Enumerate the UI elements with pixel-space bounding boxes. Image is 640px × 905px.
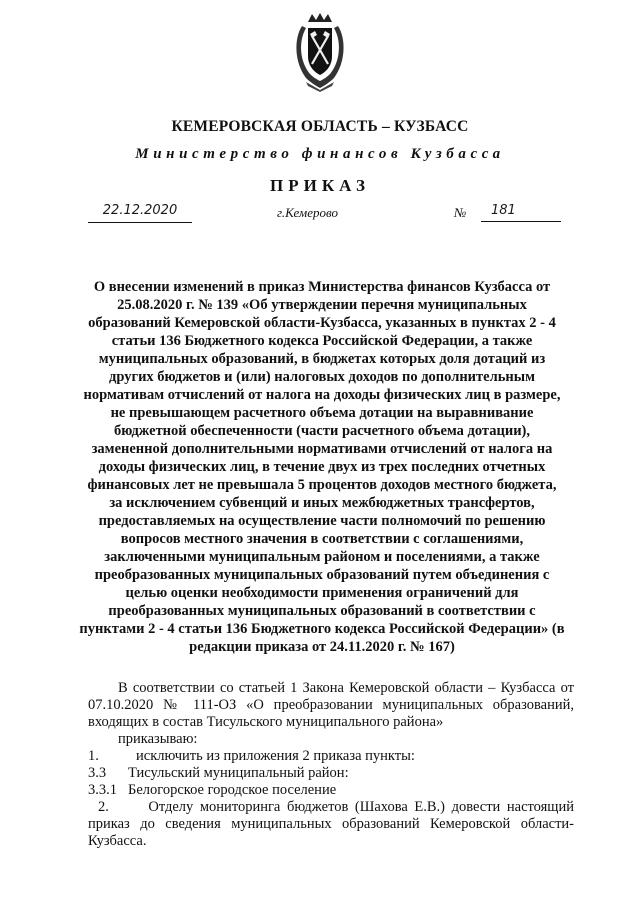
item-number: 3.3: [88, 765, 107, 781]
title-line: редакции приказа от 24.11.2020 г. № 167): [189, 639, 455, 655]
item-2-paragraph: [88, 799, 574, 850]
ministry-name: Министерство финансов Кузбасса: [135, 146, 505, 162]
order-date: 22.12.2020: [88, 202, 192, 223]
order-body: [88, 680, 574, 850]
order-number-prefix: №: [454, 205, 467, 220]
title-line: за исключением субвенций и иных межбюджетных трансфертов,: [109, 495, 535, 511]
item-text: Белогорское городское поселение: [128, 782, 337, 798]
title-line: не превышающем расчетного объема дотации на выравнивание: [110, 405, 534, 421]
order-city: г.Кемерово: [277, 205, 338, 220]
title-line: предоставляемых на осуществление части полномочий по решению: [98, 513, 546, 529]
region-title: КЕМЕРОВСКАЯ ОБЛАСТЬ – КУЗБАСС: [171, 118, 469, 135]
title-line: замененной дополнительными нормативами отчислений от налога на: [91, 441, 553, 457]
title-line: образований Кемеровской области-Кузбасса, указанных в пунктах 2 - 4: [88, 315, 556, 331]
order-word: приказываю:: [118, 731, 198, 747]
title-line: О внесении изменений в приказ Министерства финансов Кузбасса от: [93, 279, 551, 295]
title-line: бюджетной обеспеченности (части расчетного объема дотации),: [113, 423, 531, 439]
title-line: нормативам отчислений от налога на доходы физических лиц в размере,: [83, 387, 561, 403]
title-line: финансовых лет не превышала 5 процентов доходов местного бюджета,: [87, 477, 557, 493]
list-item: [88, 765, 574, 782]
item-text: Тисульский муниципальный район:: [128, 765, 349, 781]
title-line: преобразованных муниципальных образований путем объединения с: [94, 567, 550, 583]
title-line: вопросов местного значения в соответствии с соглашениями,: [120, 531, 524, 547]
title-line: целью оценки необходимости применения ограничений для: [125, 585, 519, 601]
order-number: 181: [481, 202, 561, 222]
title-line: муниципальных образований, в бюджетах которых доля дотаций из: [98, 351, 546, 367]
title-line: преобразованных муниципальных образований в соответствии с: [108, 603, 536, 619]
title-line: других бюджетов и (или) налоговых доходов по дополнительным: [109, 369, 535, 385]
list-item: [88, 782, 574, 799]
order-title: [72, 278, 572, 656]
item-number: 1.: [88, 748, 99, 764]
item-text: исключить из приложения 2 приказа пункты:: [136, 748, 415, 764]
list-item: [88, 748, 574, 765]
title-line: пунктами 2 - 4 статьи 136 Бюджетного кодекса Российской Федерации» (в: [79, 621, 565, 637]
title-line: заключенными муниципальным районом и поселениями, а также: [104, 549, 540, 565]
item-number: 2.: [98, 799, 109, 815]
intro-paragraph: В соответствии со статьей 1 Закона Кемеровской области – Кузбасса от 07.10.2020 № 111-ОЗ «О преобразовании муниципальных образований, входящих в состав Тисульского муниципального района»: [88, 680, 574, 730]
item-text: Отделу мониторинга бюджетов (Шахова Е.В.) довести настоящий приказ до сведения муниципальных образований Кемеровской области-Кузбасса.: [88, 799, 574, 849]
title-line: статьи 136 Бюджетного кодекса Российской Федерации, а также: [111, 333, 533, 349]
title-line: 25.08.2020 г. № 139 «Об утверждении перечня муниципальных: [117, 297, 527, 313]
item-number: 3.3.1: [88, 782, 117, 798]
title-line: доходы физических лиц, в течение двух из трех последних отчетных: [98, 459, 546, 475]
document-type: ПРИКАЗ: [270, 176, 370, 195]
kuzbass-coat-of-arms-icon: [292, 12, 348, 92]
